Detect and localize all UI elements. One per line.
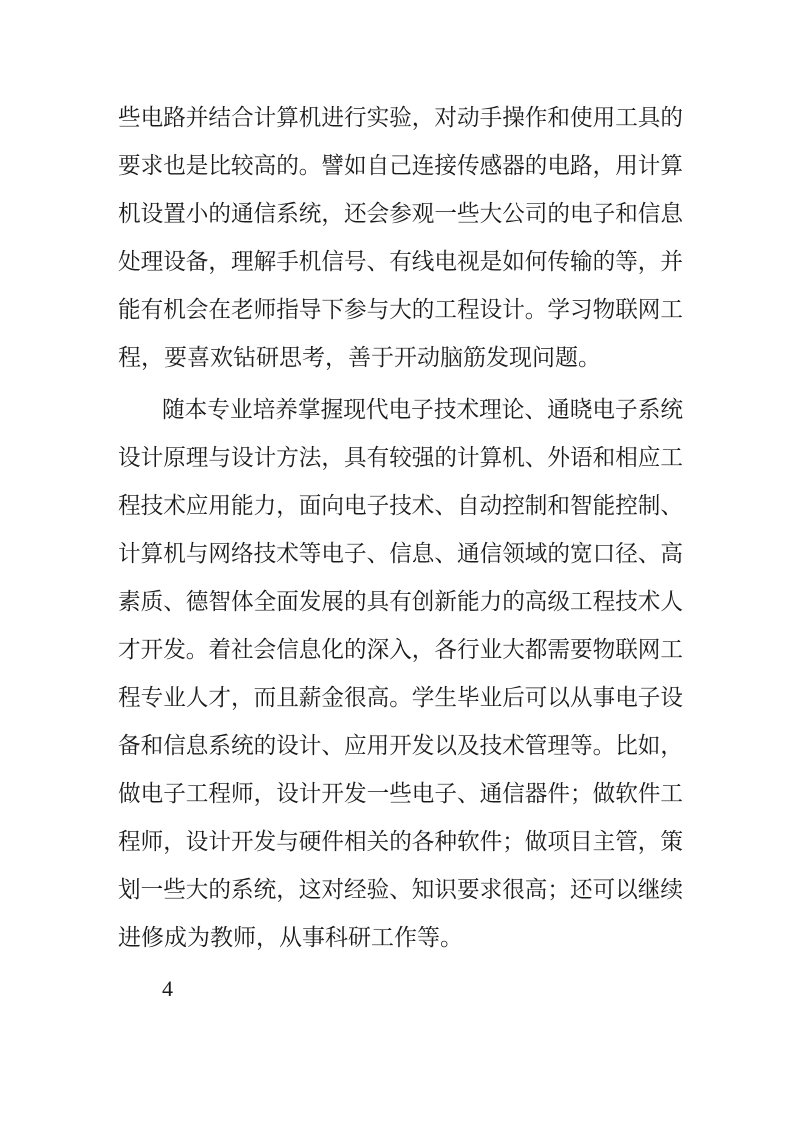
text-line: 素质、德智体全面发展的具有创新能力的高级工程技术人	[118, 589, 683, 615]
text-line: 处理设备，理解手机信号、有线电视是如何传输的等，并	[118, 249, 683, 275]
text-line: 程专业人才，而且薪金很高。学生毕业后可以从事电子设	[118, 685, 683, 711]
text-line: 随本专业培养掌握现代电子技术理论、通晓电子系统	[162, 397, 683, 423]
text-line: 要求也是比较高的。譬如自己连接传感器的电路，用计算	[118, 153, 683, 179]
text-line: 程技术应用能力，面向电子技术、自动控制和智能控制、	[118, 493, 683, 519]
page-number: 4	[162, 976, 173, 1001]
text-line: 程，要喜欢钻研思考，善于开动脑筋发现问题。	[118, 345, 601, 371]
text-line: 能有机会在老师指导下参与大的工程设计。学习物联网工	[118, 297, 683, 323]
text-line: 设计原理与设计方法，具有较强的计算机、外语和相应工	[118, 445, 683, 471]
text-line: 划一些大的系统，这对经验、知识要求很高；还可以继续	[118, 877, 683, 903]
text-line: 机设置小的通信系统，还会参观一些大公司的电子和信息	[118, 201, 683, 227]
text-line: 才开发。着社会信息化的深入，各行业大都需要物联网工	[118, 637, 683, 663]
text-line: 做电子工程师，设计开发一些电子、通信器件；做软件工	[118, 781, 683, 807]
text-line: 些电路并结合计算机进行实验，对动手操作和使用工具的	[118, 105, 683, 131]
text-line: 进修成为教师，从事科研工作等。	[118, 925, 463, 951]
text-line: 程师，设计开发与硬件相关的各种软件；做项目主管，策	[118, 829, 683, 855]
text-line: 备和信息系统的设计、应用开发以及技术管理等。比如，	[118, 733, 683, 759]
text-line: 计算机与网络技术等电子、信息、通信领域的宽口径、高	[118, 541, 683, 567]
